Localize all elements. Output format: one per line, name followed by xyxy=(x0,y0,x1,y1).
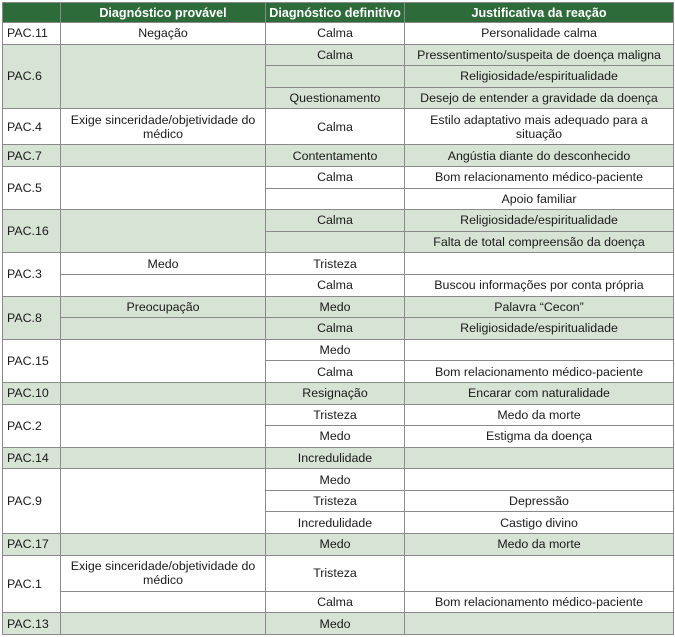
table-row xyxy=(3,145,674,167)
justificativa-cell: Encarar com naturalidade xyxy=(405,382,674,404)
definitivo-cell xyxy=(266,66,405,88)
table-row xyxy=(3,274,674,296)
provavel-cell xyxy=(61,274,266,296)
definitivo-cell: Calma xyxy=(266,318,405,340)
definitivo-cell xyxy=(266,188,405,210)
definitivo-cell: Questionamento xyxy=(266,87,405,109)
definitivo-cell: Medo xyxy=(266,613,405,635)
justificativa-cell: Religiosidade/espiritualidade xyxy=(405,66,674,88)
provavel-cell xyxy=(61,44,266,109)
patient-cell: PAC.17 xyxy=(3,534,61,556)
patient-cell: PAC.9 xyxy=(3,469,61,534)
table-row xyxy=(3,296,674,318)
patient-cell: PAC.13 xyxy=(3,613,61,635)
table-row xyxy=(3,469,674,491)
provavel-cell xyxy=(61,166,266,209)
definitivo-cell: Incredulidade xyxy=(266,512,405,534)
patient-cell: PAC.1 xyxy=(3,555,61,613)
definitivo-cell: Tristeza xyxy=(266,490,405,512)
definitivo-cell: Tristeza xyxy=(266,555,405,591)
header-patient xyxy=(3,3,61,23)
justificativa-cell xyxy=(405,447,674,469)
patient-cell: PAC.6 xyxy=(3,44,61,109)
provavel-cell xyxy=(61,318,266,340)
patient-cell: PAC.14 xyxy=(3,447,61,469)
provavel-cell xyxy=(61,447,266,469)
table-row xyxy=(3,318,674,340)
provavel-cell xyxy=(61,339,266,382)
patient-cell: PAC.15 xyxy=(3,339,61,382)
definitivo-cell: Calma xyxy=(266,274,405,296)
header-diagnostico-provavel: Diagnóstico provável xyxy=(61,3,266,23)
definitivo-cell: Tristeza xyxy=(266,253,405,275)
table-row xyxy=(3,109,674,145)
provavel-cell xyxy=(61,210,266,253)
provavel-cell: Exige sinceridade/objetividade do médico xyxy=(61,109,266,145)
justificativa-cell: Buscou informações por conta própria xyxy=(405,274,674,296)
justificativa-cell xyxy=(405,469,674,491)
table-row xyxy=(3,404,674,426)
provavel-cell: Medo xyxy=(61,253,266,275)
provavel-cell: Exige sinceridade/objetividade do médico xyxy=(61,555,266,591)
justificativa-cell: Medo da morte xyxy=(405,404,674,426)
definitivo-cell: Calma xyxy=(266,210,405,232)
table-row xyxy=(3,166,674,188)
definitivo-cell: Medo xyxy=(266,426,405,448)
justificativa-cell: Personalidade calma xyxy=(405,23,674,45)
justificativa-cell: Palavra “Cecon” xyxy=(405,296,674,318)
patient-cell: PAC.2 xyxy=(3,404,61,447)
patient-cell: PAC.5 xyxy=(3,166,61,209)
justificativa-cell: Falta de total compreensão da doença xyxy=(405,231,674,253)
table-row xyxy=(3,555,674,591)
justificativa-cell: Estigma da doença xyxy=(405,426,674,448)
header-diagnostico-definitivo: Diagnóstico definitivo xyxy=(266,3,405,23)
patient-cell: PAC.11 xyxy=(3,23,61,45)
definitivo-cell: Calma xyxy=(266,44,405,66)
justificativa-cell xyxy=(405,555,674,591)
justificativa-cell: Religiosidade/espiritualidade xyxy=(405,318,674,340)
definitivo-cell: Calma xyxy=(266,23,405,45)
table-row xyxy=(3,534,674,556)
justificativa-cell: Bom relacionamento médico-paciente xyxy=(405,591,674,613)
justificativa-cell: Depressão xyxy=(405,490,674,512)
provavel-cell xyxy=(61,534,266,556)
provavel-cell xyxy=(61,613,266,635)
patient-cell: PAC.3 xyxy=(3,253,61,296)
provavel-cell xyxy=(61,591,266,613)
provavel-cell xyxy=(61,404,266,447)
definitivo-cell: Calma xyxy=(266,591,405,613)
justificativa-cell xyxy=(405,253,674,275)
justificativa-cell: Angústia diante do desconhecido xyxy=(405,145,674,167)
provavel-cell xyxy=(61,382,266,404)
justificativa-cell: Castigo divino xyxy=(405,512,674,534)
patient-cell: PAC.7 xyxy=(3,145,61,167)
patient-cell: PAC.10 xyxy=(3,382,61,404)
definitivo-cell: Medo xyxy=(266,296,405,318)
table-row xyxy=(3,382,674,404)
table-row xyxy=(3,613,674,635)
provavel-cell xyxy=(61,469,266,534)
definitivo-cell: Calma xyxy=(266,361,405,383)
justificativa-cell: Medo da morte xyxy=(405,534,674,556)
justificativa-cell: Desejo de entender a gravidade da doença xyxy=(405,87,674,109)
table-header-row xyxy=(3,3,674,23)
table-row xyxy=(3,210,674,232)
definitivo-cell: Resignação xyxy=(266,382,405,404)
provavel-cell: Negação xyxy=(61,23,266,45)
patient-cell: PAC.8 xyxy=(3,296,61,339)
diagnosis-table-container xyxy=(2,2,673,635)
justificativa-cell: Estilo adaptativo mais adequado para a situação xyxy=(405,109,674,145)
diagnosis-table xyxy=(2,2,674,635)
provavel-cell xyxy=(61,145,266,167)
definitivo-cell: Calma xyxy=(266,166,405,188)
justificativa-cell xyxy=(405,613,674,635)
definitivo-cell: Contentamento xyxy=(266,145,405,167)
justificativa-cell: Bom relacionamento médico-paciente xyxy=(405,361,674,383)
definitivo-cell: Medo xyxy=(266,469,405,491)
justificativa-cell xyxy=(405,339,674,361)
justificativa-cell: Bom relacionamento médico-paciente xyxy=(405,166,674,188)
table-row xyxy=(3,591,674,613)
definitivo-cell xyxy=(266,231,405,253)
table-row xyxy=(3,447,674,469)
table-row xyxy=(3,23,674,45)
definitivo-cell: Medo xyxy=(266,534,405,556)
justificativa-cell: Apoio familiar xyxy=(405,188,674,210)
definitivo-cell: Tristeza xyxy=(266,404,405,426)
patient-cell: PAC.4 xyxy=(3,109,61,145)
table-row xyxy=(3,44,674,66)
header-justificativa: Justificativa da reação xyxy=(405,3,674,23)
definitivo-cell: Calma xyxy=(266,109,405,145)
justificativa-cell: Pressentimento/suspeita de doença maligna xyxy=(405,44,674,66)
table-row xyxy=(3,253,674,275)
provavel-cell: Preocupação xyxy=(61,296,266,318)
definitivo-cell: Medo xyxy=(266,339,405,361)
patient-cell: PAC.16 xyxy=(3,210,61,253)
justificativa-cell: Religiosidade/espiritualidade xyxy=(405,210,674,232)
definitivo-cell: Incredulidade xyxy=(266,447,405,469)
table-row xyxy=(3,339,674,361)
